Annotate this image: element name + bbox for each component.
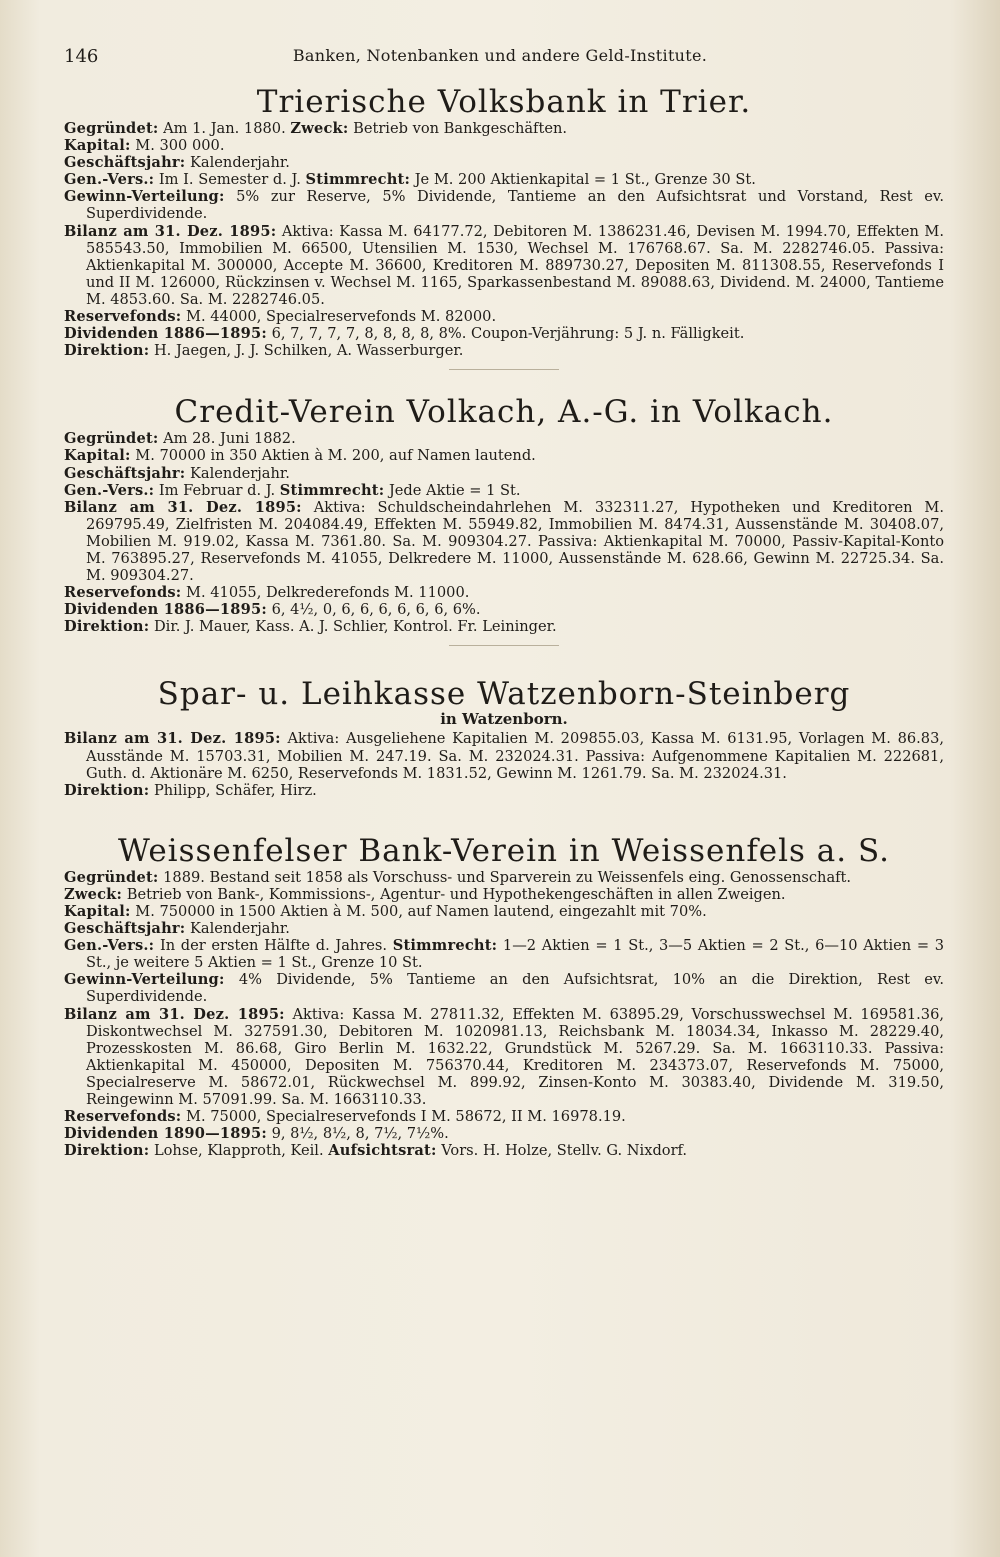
section-subtitle: in Watzenborn.: [440, 710, 568, 729]
entry-text: Aktiva: Ausgeliehene Kapitalien M. 209855.03, Kassa M. 6131.95, Vorlagen M. 86.83, Ausstände M. 15703.31, Mobilien M. 247.19. Sa. M. 232024.31. Passiva: Aufgenommene Kapitalien M. 222681, Guth. d. Aktionäre M. 6250, Reservefonds M. 1831.52, Gewinn M. 1261.79. Sa. M. 232024.31.: [86, 730, 945, 782]
running-title: Banken, Notenbanken und andere Geld-Institute.: [292, 46, 708, 65]
section-divider: [449, 645, 559, 646]
entry-text: M. 300 000.: [135, 137, 225, 155]
entry-key: Kapital:: [64, 447, 131, 465]
entry-text: Kalenderjahr.: [190, 920, 290, 938]
entry-text: 1—2 Aktien = 1 St., 3—5 Aktien = 2 St., 6—10 Aktien = 3 St., je weitere 5 Aktien = 1 St., Grenze 10 St.: [86, 937, 945, 972]
entry-text: Dir. J. Mauer, Kass. A. J. Schlier, Kontrol. Fr. Leininger.: [153, 618, 557, 636]
entry-key: Reservefonds:: [64, 584, 182, 602]
entry-text: M. 750000 in 1500 Aktien à M. 500, auf Namen lautend, eingezahlt mit 70%.: [135, 903, 707, 920]
entry-direktion: [64, 782, 944, 799]
entry-key: Stimmrecht:: [279, 481, 385, 499]
entry-text: Betrieb von Bankgeschäften.: [353, 120, 567, 137]
entry-text: H. Jaegen, J. J. Schilken, A. Wasserburger.: [153, 342, 464, 360]
entry-gen-vers: [64, 171, 944, 188]
entry-text: 9, 8½, 8½, 8, 7½, 7½%.: [271, 1125, 449, 1143]
entry-geschaeftsjahr: [64, 154, 944, 171]
entry-key: Zweck:: [64, 885, 123, 903]
entry-text: Je M. 200 Aktienkapital = 1 St., Grenze 30 St.: [414, 171, 756, 189]
entry-text: M. 75000, Specialreservefonds I M. 58672, II M. 16978.19.: [186, 1108, 626, 1126]
entry-text: 1889. Bestand seit 1858 als Vorschuss- und Sparverein zu Weissenfels eing. Genossenschaft.: [163, 868, 852, 886]
section-divider: [449, 369, 559, 370]
page-header: [64, 46, 936, 72]
entry-text: Aktiva: Schuldscheindahrlehen M. 332311.27, Hypotheken und Kreditoren M. 269795.49, Zielfristen M. 204084.49, Effekten M. 55949.82, Immobilien M. 8474.31, Aussenstände M. 30408.07, Mobilien M. 919.02, Kassa M. 7361.80. Sa. M. 909304.27. Passiva: Aktienkapital M. 70000, Passiv-Kapital-Konto M. 763895.27, Reservefonds M. 41055, Delkredere M. 11000, Aussenstände M. 628.66, Gewinn M. 22725.34. Sa. M. 909304.27.: [86, 498, 945, 585]
page-number: 146: [64, 46, 99, 67]
entry-zweck: [64, 886, 944, 903]
entry-gewinn-verteilung: [64, 971, 944, 1005]
entry-key: Gen.-Vers.:: [64, 937, 155, 955]
entry-text: Am 28. Juni 1882.: [163, 430, 296, 448]
section-title: Credit-Verein Volkach, A.-G. in Volkach.: [174, 394, 834, 431]
entry-gegruendet: [64, 430, 944, 447]
entry-reservefonds: [64, 308, 944, 325]
entry-key: Gegründet:: [64, 430, 159, 448]
entry-key: Direktion:: [64, 342, 150, 360]
entry-kapital: [64, 447, 944, 464]
section-title: Trierische Volksbank in Trier.: [256, 84, 752, 120]
entry-key: Geschäftsjahr:: [64, 920, 186, 938]
entry-text: Im I. Semester d. J.: [158, 171, 306, 189]
entry-dividenden: [64, 601, 944, 618]
entry-key: Dividenden 1886—1895:: [64, 325, 267, 343]
entry-gegruendet: [64, 120, 944, 137]
entry-gen-vers: [64, 937, 944, 971]
entry-bilanz: [64, 499, 944, 584]
entry-text: M. 44000, Specialreservefonds M. 82000.: [186, 308, 497, 326]
entry-bilanz: [64, 730, 944, 781]
entry-key: Stimmrecht:: [392, 937, 498, 955]
entry-gewinn-verteilung: [64, 188, 944, 222]
entry-geschaeftsjahr: [64, 465, 944, 482]
entry-direktion: [64, 342, 944, 359]
entry-gegruendet: [64, 869, 944, 886]
entry-text: M. 41055, Delkrederefonds M. 11000.: [186, 584, 470, 602]
entry-text: Philipp, Schäfer, Hirz.: [153, 781, 317, 799]
entry-key: Dividenden 1890—1895:: [64, 1125, 267, 1143]
entry-text: Vors. H. Holze, Stellv. G. Nixdorf.: [441, 1142, 688, 1160]
entry-text: Lohse, Klapproth, Keil.: [153, 1142, 329, 1160]
entry-key: Bilanz am 31. Dez. 1895:: [64, 498, 302, 516]
entry-key: Bilanz am 31. Dez. 1895:: [64, 1005, 285, 1023]
entry-text: Jede Aktie = 1 St.: [388, 481, 521, 499]
section-weissenfelser-bank-verein: [64, 833, 944, 1160]
entry-gen-vers: [64, 482, 944, 499]
entry-key: Geschäftsjahr:: [64, 154, 186, 172]
entry-key: Direktion:: [64, 781, 150, 799]
entry-text: 6, 7, 7, 7, 7, 8, 8, 8, 8, 8%. Coupon-Verjährung: 5 J. n. Fälligkeit.: [271, 325, 745, 343]
entry-key: Gen.-Vers.:: [64, 171, 155, 189]
entry-text: M. 70000 in 350 Aktien à M. 200, auf Namen lautend.: [135, 447, 536, 465]
entry-reservefonds: [64, 1108, 944, 1125]
entry-key: Zweck:: [290, 120, 349, 137]
entry-text: 5% zur Reserve, 5% Dividende, Tantieme an den Aufsichtsrat und Vorstand, Rest ev. Superdividende.: [86, 188, 944, 223]
section-title: Weissenfelser Bank-Verein in Weissenfels a. S.: [118, 832, 890, 869]
entry-dividenden: [64, 1125, 944, 1142]
entry-key: Kapital:: [64, 903, 131, 920]
entry-key: Geschäftsjahr:: [64, 464, 186, 482]
entry-text: Betrieb von Bank-, Kommissions-, Agentur- und Hypothekengeschäften in allen Zweigen.: [126, 885, 786, 903]
section-credit-verein-volkach: [64, 394, 944, 635]
entry-kapital: [64, 903, 944, 920]
entry-text: Im Februar d. J.: [158, 481, 280, 499]
entry-key: Bilanz am 31. Dez. 1895:: [64, 730, 281, 748]
entry-key: Bilanz am 31. Dez. 1895:: [64, 222, 277, 240]
entry-key: Direktion:: [64, 1142, 150, 1160]
entry-key: Gewinn-Verteilung:: [64, 971, 225, 989]
entry-key: Direktion:: [64, 618, 150, 636]
entry-text: Aktiva: Kassa M. 27811.32, Effekten M. 63895.29, Vorschusswechsel M. 169581.36, Diskontwechsel M. 327591.30, Debitoren M. 1020981.13, Reichsbank M. 18034.34, Inkasso M. 28229.40, Prozesskosten M. 86.68, Giro Berlin M. 1632.22, Grundstück M. 5267.29. Sa. M. 1663110.33. Passiva: Aktienkapital M. 450000, Depositen M. 756370.44, Kreditoren M. 234373.07, Reservefonds M. 75000, Specialreserve M. 58672.01, Rückwechsel M. 899.92, Zinsen-Konto M. 30383.40, Dividende M. 319.50, Reingewinn M. 57091.99. Sa. M. 1663110.33.: [86, 1005, 944, 1109]
page-content: [64, 84, 944, 1159]
entry-bilanz: [64, 223, 944, 308]
entry-text: Am 1. Jan. 1880.: [163, 120, 291, 137]
entry-key: Aufsichtsrat:: [328, 1142, 437, 1160]
section-trierische-volksbank: [64, 84, 944, 359]
entry-geschaeftsjahr: [64, 920, 944, 937]
entry-kapital: [64, 137, 944, 154]
entry-key: Reservefonds:: [64, 308, 182, 326]
entry-text: Kalenderjahr.: [190, 154, 290, 172]
entry-text: Aktiva: Kassa M. 64177.72, Debitoren M. 1386231.46, Devisen M. 1994.70, Effekten M. 585543.50, Immobilien M. 66500, Utensilien M. 1530, Wechsel M. 176768.67. Sa. M. 2282746.05. Passiva: Aktienkapital M. 300000, Accepte M. 36600, Kreditoren M. 889730.27, Depositen M. 811308.55, Reservefonds I und II M. 126000, Rückzinsen v. Wechsel M. 1165, Sparkassenbestand M. 89088.63, Dividend. M. 24000, Tantieme M. 4853.60. Sa. M. 2282746.05.: [86, 222, 945, 308]
entry-text: 6, 4½, 0, 6, 6, 6, 6, 6, 6, 6%.: [271, 601, 481, 619]
entry-key: Gen.-Vers.:: [64, 481, 155, 499]
entry-text: In der ersten Hälfte d. Jahres.: [159, 937, 393, 955]
entry-direktion: [64, 618, 944, 635]
entry-key: Reservefonds:: [64, 1108, 182, 1126]
entry-key: Gegründet:: [64, 120, 159, 137]
entry-key: Gewinn-Verteilung:: [64, 188, 225, 206]
section-title: Spar- u. Leihkasse Watzenborn-Steinberg: [157, 676, 851, 713]
entry-direktion: [64, 1142, 944, 1159]
entry-key: Kapital:: [64, 137, 131, 155]
entry-key: Gegründet:: [64, 868, 159, 886]
entry-text: 4% Dividende, 5% Tantieme an den Aufsichtsrat, 10% an die Direktion, Rest ev. Superdividende.: [86, 971, 944, 1006]
entry-reservefonds: [64, 584, 944, 601]
section-spar-leihkasse: [64, 676, 944, 798]
entry-dividenden: [64, 325, 944, 342]
entry-text: Kalenderjahr.: [190, 464, 290, 482]
entry-key: Dividenden 1886—1895:: [64, 601, 267, 619]
entry-bilanz: [64, 1006, 944, 1109]
entry-key: Stimmrecht:: [305, 171, 411, 189]
